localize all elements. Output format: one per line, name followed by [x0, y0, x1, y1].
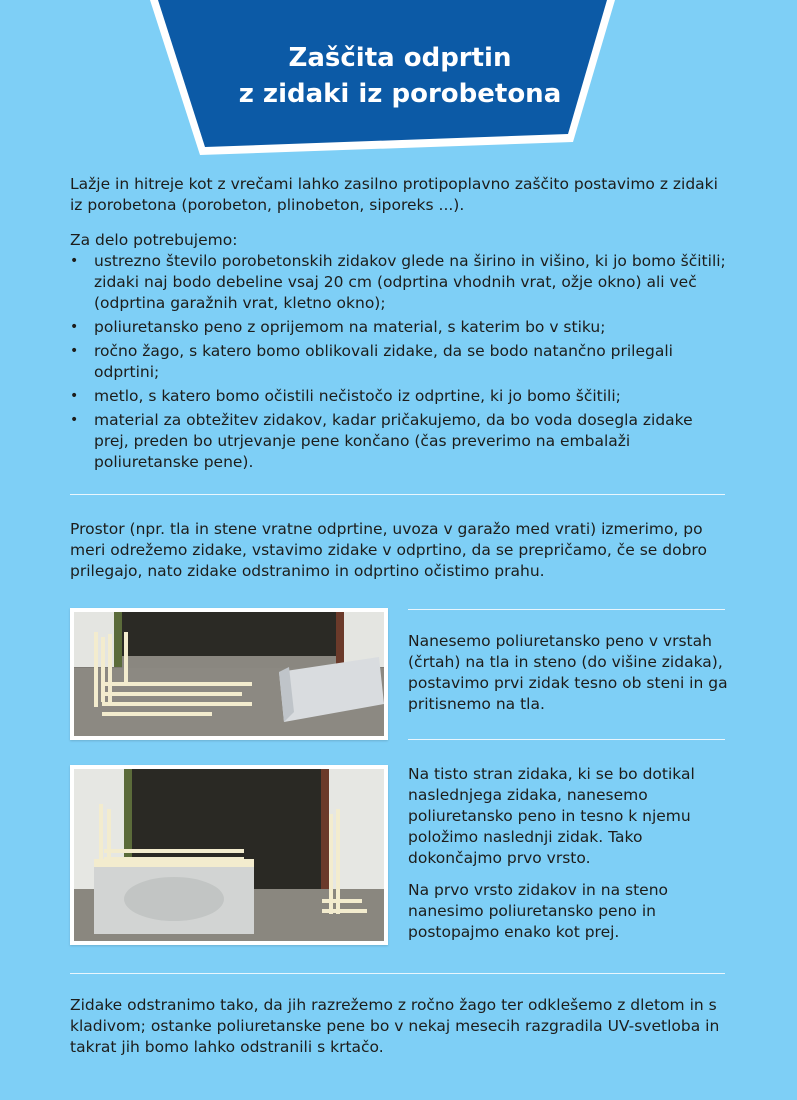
list-item: • poliuretansko peno z oprijemom na material, s katerim bo v stiku;: [70, 317, 730, 338]
step-2-caption: Na tisto stran zidaka, ki se bo dotikal naslednjega zidaka, nanesemo poliuretansko peno in tesno k njemu položimo naslednji zidak. Tako dokončajmo prvo vrsto.: [408, 765, 695, 867]
photo-first-brick: [70, 765, 388, 945]
divider: [408, 739, 725, 740]
list-item: • material za obtežitev zidakov, kadar pričakujemo, da bo voda dosegla zidake prej, preden bo utrjevanje pene končano (čas preverimo na embalaži poliuretanske pene).: [70, 410, 730, 473]
title-line-2: z zidaki iz porobetona: [238, 79, 562, 109]
page-title: [200, 40, 600, 112]
divider: [408, 609, 725, 610]
requirements-heading: Za delo potrebujemo:: [70, 231, 238, 249]
measure-paragraph: Prostor (npr. tla in stene vratne odprtine, uvoza v garažo med vrati) izmerimo, po meri odrežemo zidake, vstavimo zidake v odprtino, da se prepričamo, če se dobro prilegajo, nato zidake odstranimo in odprtino očistimo prahu.: [70, 520, 707, 580]
requirements-list: [70, 251, 730, 473]
title-line-1: Zaščita odprtin: [288, 43, 512, 73]
intro-paragraph: Lažje in hitreje kot z vrečami lahko zasilno protipoplavno zaščito postavimo z zidaki iz porobetona (porobeton, plinobeton, siporeks ...).: [70, 175, 718, 214]
list-item: • ustrezno število porobetonskih zidakov glede na širino in višino, ki jo bomo ščitili; zidaki naj bodo debeline vsaj 20 cm (odprtina vhodnih vrat, ožje okno) ali več (odprtina garažnih vrat, kletno okno);: [70, 251, 730, 314]
requirements-section: [70, 230, 730, 476]
divider: [70, 494, 725, 495]
photo-foam-lines: [70, 608, 388, 740]
step-1-caption: Nanesemo poliuretansko peno v vrstah (črtah) na tla in steno (do višine zidaka), postavimo prvi zidak tesno ob steni in ga pritisnemo na tla.: [408, 632, 728, 713]
removal-paragraph: Zidake odstranimo tako, da jih razrežemo z ročno žago ter odklešemo z dletom in s kladivom; ostanke poliuretanske pene bo v nekaj mesecih razgradila UV-svetloba in takrat jih bomo lahko odstranili s krtačo.: [70, 996, 720, 1056]
divider: [70, 973, 725, 974]
list-item: • ročno žago, s katero bomo oblikovali zidake, da se bodo natančno prilegali odprtini;: [70, 341, 730, 383]
step-3-caption: Na prvo vrsto zidakov in na steno nanesimo poliuretansko peno in postopajmo enako kot prej.: [408, 881, 669, 941]
list-item: • metlo, s katero bomo očistili nečistočo iz odprtine, ki jo bomo ščitili;: [70, 386, 730, 407]
